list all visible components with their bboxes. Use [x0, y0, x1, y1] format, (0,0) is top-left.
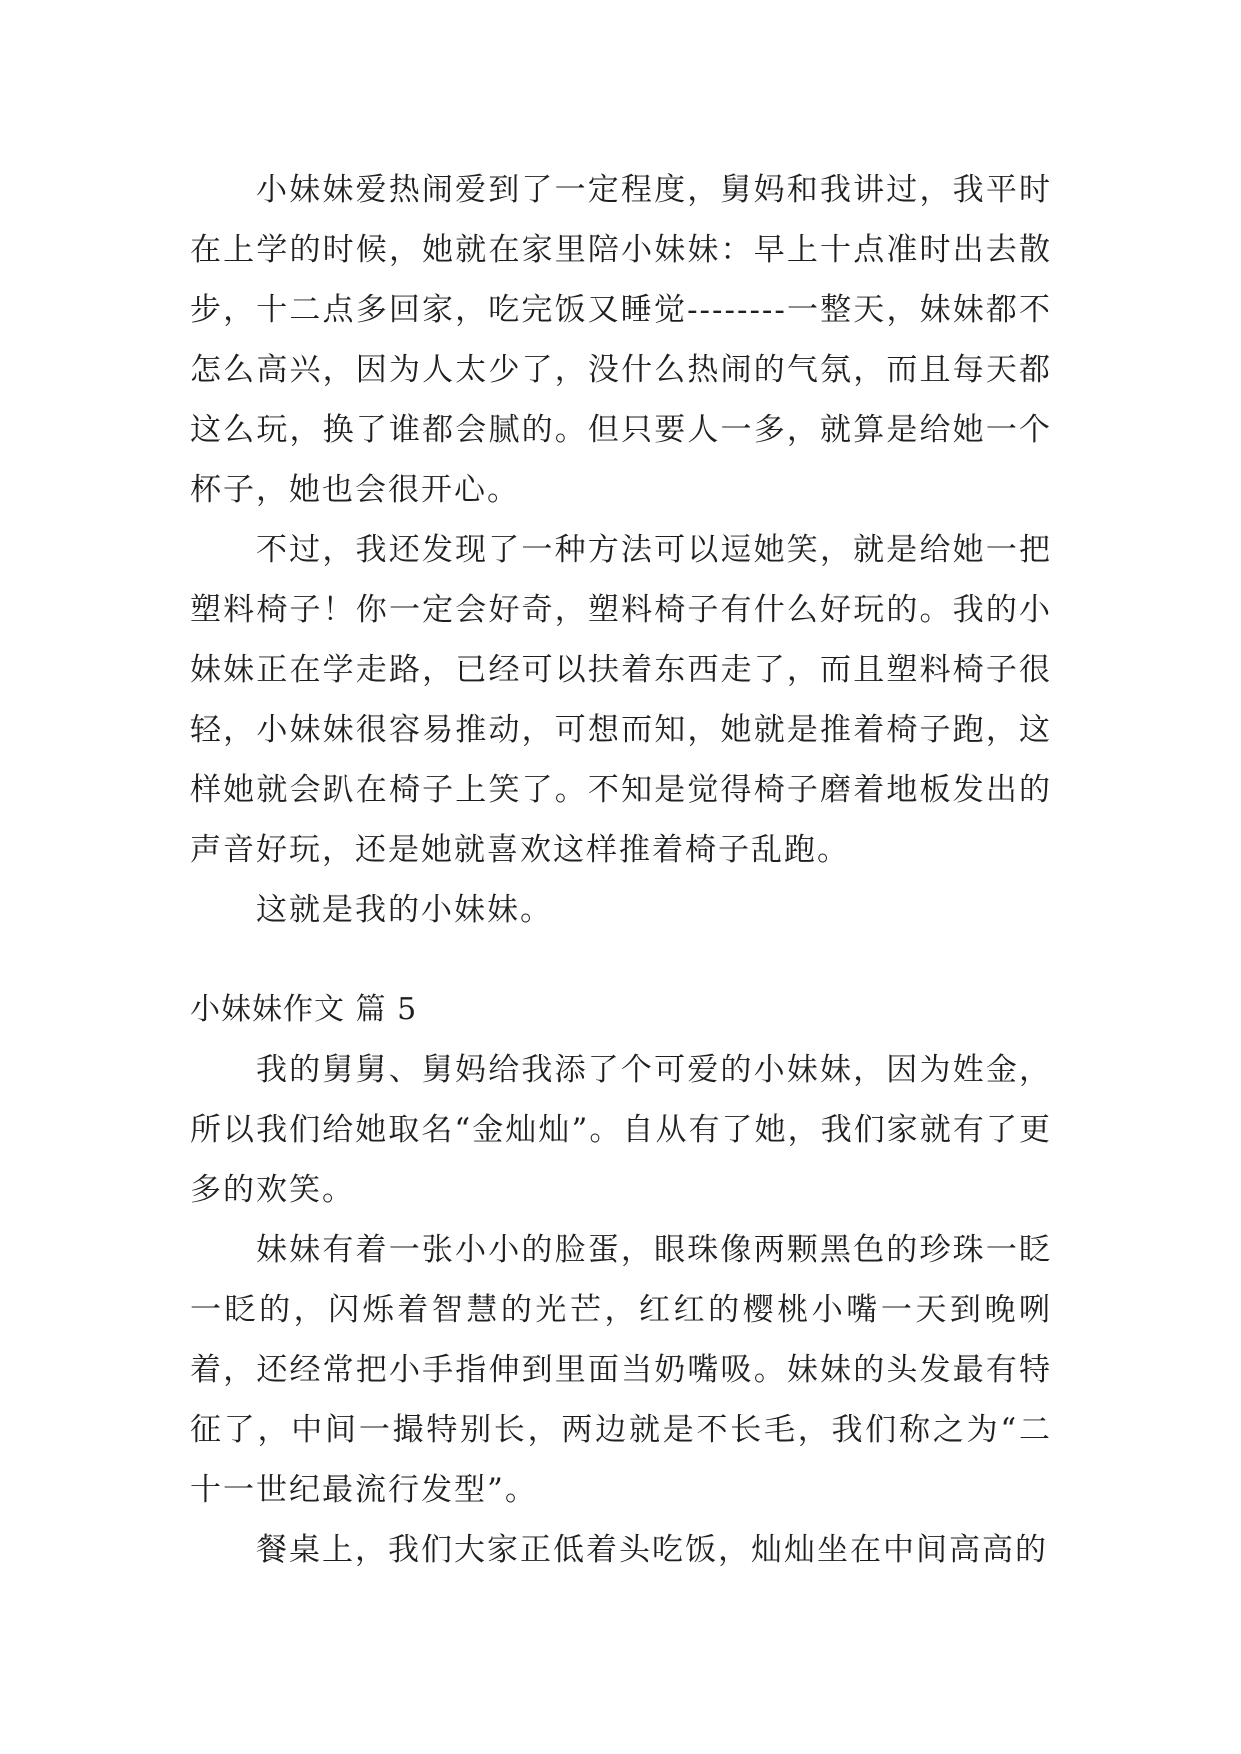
section-spacer — [190, 940, 1052, 980]
document-body — [190, 160, 1052, 1580]
paragraph: 餐桌上，我们大家正低着头吃饭，灿灿坐在中间高高的 — [256, 1532, 1048, 1568]
paragraph: 不过，我还发现了一种方法可以逗她笑，就是给她一把塑料椅子！你一定会好奇，塑料椅子有什么好玩的。我的小妹妹正在学走路，已经可以扶着东西走了，而且塑料椅子很轻，小妹妹很容易推动，可想而知，她就是推着椅子跑，这样她就会趴在椅子上笑了。不知是觉得椅子磨着地板发出的声音好玩，还是她就喜欢这样推着椅子乱跑。 — [190, 532, 1052, 868]
paragraph: 我的舅舅、舅妈给我添了个可爱的小妹妹，因为姓金，所以我们给她取名“金灿灿”。自从有了她，我们家就有了更多的欢笑。 — [190, 1052, 1052, 1208]
section-heading: 小妹妹作文 篇 5 — [190, 992, 418, 1027]
paragraph: 这就是我的小妹妹。 — [256, 892, 553, 928]
paragraph: 小妹妹爱热闹爱到了一定程度，舅妈和我讲过，我平时在上学的时候，她就在家里陪小妹妹：早上十点准时出去散步，十二点多回家，吃完饭又睡觉--------一整天，妹妹都不怎么高兴，因为人太少了，没什么热闹的气氛，而且每天都这么玩，换了谁都会腻的。但只要人一多，就算是给她一个杯子，她也会很开心。 — [190, 172, 1052, 508]
paragraph: 妹妹有着一张小小的脸蛋，眼珠像两颗黑色的珍珠一眨一眨的，闪烁着智慧的光芒，红红的樱桃小嘴一天到晚咧着，还经常把小手指伸到里面当奶嘴吸。妹妹的头发最有特征了，中间一撮特别长，两边就是不长毛，我们称之为“二十一世纪最流行发型”。 — [190, 1232, 1052, 1508]
